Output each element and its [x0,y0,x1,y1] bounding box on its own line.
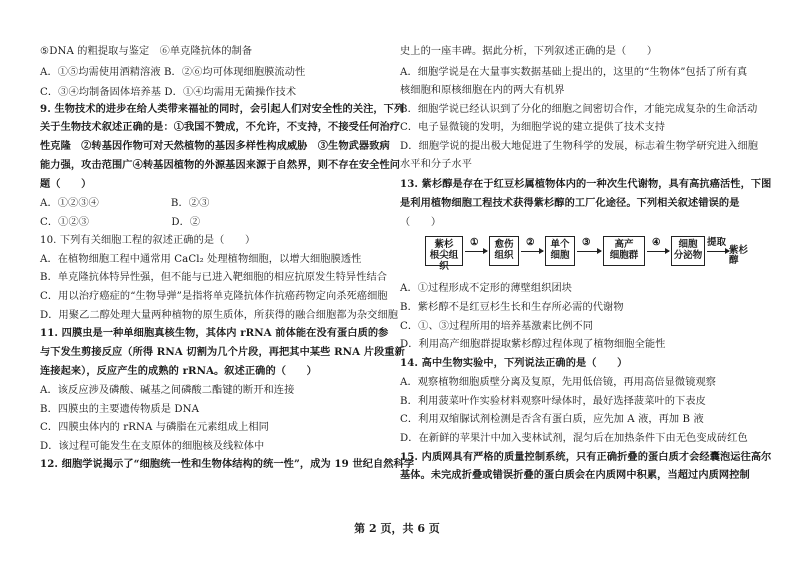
left-line: 连接起来），反应产生的成熟的 rRNA。叙述正确的（ ） [40,365,317,377]
right-line: 水平和分子水平 [400,159,473,170]
left-line: 12. 细胞学说揭示了“细胞统一性和生物体结构的统一性”，成为 19 世纪自然科学 [40,458,415,470]
left-line: A．在植物细胞工程中通常用 CaCl₂ 处理植物细胞，以增大细胞膜透性 [40,254,362,265]
left-line: A．①②③④ B．②③ [40,198,210,209]
flow-box-callus [489,236,519,266]
flow-box-text: 分泌物 [673,250,703,261]
right-line: 基体。未完成折叠或错误折叠的蛋白质会在内质网中积累，当超过内质网控制 [400,469,750,481]
left-line: C．①②③ D．② [40,217,201,228]
right-line: C．电子显微镜的发明，为细胞学说的建立提供了技术支持 [400,122,666,133]
left-line: 性克隆 ②转基因作物可对天然植物的基因多样性构成威胁 ③生物武器致病 [40,140,390,152]
flow-box-root-tissue [425,236,463,272]
right-line: 15. 内质网具有严格的质量控制系统，只有正确折叠的蛋白质才会经囊泡运往高尔 [400,451,772,463]
right-line: A．细胞学说是在大量事实数据基础上提出的，这里的“生物体”包括了所有真 [400,67,748,78]
taxol-flowchart [425,230,755,270]
flow-box-text: 细胞 [550,250,570,261]
flow-box-text: 单个 [550,239,570,250]
flow-box-single-cell [545,236,575,266]
right-line: C．利用双缩脲试剂检测是否含有蛋白质，应先加 A 液，再加 B 液 [400,414,704,425]
right-line: A．观察植物细胞质壁分离及复原，先用低倍镜，再用高倍显微镜观察 [400,377,717,388]
left-line: D．用聚乙二醇处理大量两种植物的原生质体，所获得的融合细胞都为杂交细胞 [40,310,399,321]
left-line: 关于生物技术叙述正确的是：①我国不赞成，不允许，不支持，不接受任何治疗 [40,121,401,133]
left-line: 能力强，攻击范围广④转基因植物的外源基因来源于自然界，则不存在安全性问 [40,159,401,171]
page-footer: 第 2 页，共 6 页 [354,522,440,535]
flow-box-text: 组织 [494,250,514,261]
right-line: 14. 高中生物实验中，下列说法正确的是（ ） [400,357,628,369]
flow-box-text: 高产 [614,239,634,250]
left-line: 10. 下列有关细胞工程的叙述正确的是（ ） [40,235,256,246]
left-line: D．该过程可能发生在支原体的细胞核及线粒体中 [40,441,265,452]
right-line: B．利用菠菜叶作实验材料观察叶绿体时，最好选择菠菜叶的下表皮 [400,396,706,407]
left-line: B．单克隆抗体特异性强，但不能与已进入靶细胞的相应抗原发生特异性结合 [40,272,388,283]
right-line: A．①过程形成不定形的薄壁组织团块 [400,283,573,294]
flow-box-text: 细胞 [678,239,698,250]
right-line: D．细胞学说的提出极大地促进了生物科学的发展，标志着生物学研究进入细胞 [400,141,759,152]
flow-arrow-4 [647,251,669,252]
right-line: 史上的一座丰碑。据此分析，下列叙述正确的是（ ） [400,46,658,57]
flow-arrow-extract [707,251,729,252]
flow-arrow-label-2: ② [526,237,535,248]
flow-product-label: 紫杉醇 [729,245,749,266]
flow-box-text: 愈伤 [494,239,514,250]
left-line: A．①⑤均需使用酒精溶液 B．②⑥均可体现细胞膜流动性 [40,67,306,78]
flow-box-high-yield [603,236,645,266]
right-line: （ ） [400,217,442,228]
left-line: C．③④均制备固体培养基 D．①④均需用无菌操作技术 [40,87,297,98]
left-line: B．四膜虫的主要遗传物质是 DNA [40,404,200,415]
left-line: 9. 生物技术的进步在给人类带来福祉的同时，会引起人们对安全性的关注，下列 [40,103,405,115]
flow-box-text: 细胞群 [609,250,639,261]
right-line: B．细胞学说已经认识到了分化的细胞之间密切合作，才能完成复杂的生命活动 [400,104,758,115]
right-line: D．利用高产细胞群提取紫杉醇过程体现了植物细胞全能性 [400,339,666,350]
right-line: C．①、③过程所用的培养基激素比例不同 [400,321,594,332]
flow-arrow-label-1: ① [470,237,479,248]
flow-arrow-label-3: ③ [582,237,591,248]
left-line: ⑤DNA 的粗提取与鉴定 ⑥单克隆抗体的制备 [40,46,253,57]
flow-box-text: 紫杉 [434,239,454,250]
flow-arrow-3 [577,251,601,252]
left-line: A．该反应涉及磷酸、碱基之间磷酸二酯键的断开和连接 [40,385,295,396]
right-line: D．在新鲜的苹果汁中加入斐林试剂，混匀后在加热条件下由无色变成砖红色 [400,433,748,444]
flow-arrow-label-4: ④ [652,237,661,248]
flow-arrow-2 [521,251,543,252]
left-line: C．四膜虫体内的 rRNA 与磷脂在元素组成上相同 [40,422,269,433]
flow-extract-label: 提取 [707,237,727,248]
flow-arrow-1 [465,251,487,252]
left-line: C．用以治疗癌症的“生物导弹”是指将单克隆抗体作抗癌药物定向杀死癌细胞 [40,291,388,302]
right-line: B．紫杉醇不是红豆杉生长和生存所必需的代谢物 [400,302,624,313]
flow-box-text: 根尖组织 [429,250,459,272]
right-line: 13. 紫杉醇是存在于红豆杉属植物体内的一种次生代谢物，具有高抗癌活性，下图 [400,178,772,190]
left-line: 11. 四膜虫是一种单细胞真核生物，其体内 rRNA 前体能在没有蛋白质的参 [40,327,389,339]
right-line: 核细胞和原核细胞在内的两大有机界 [400,85,565,96]
left-line: 题（ ） [40,178,92,190]
right-line: 是利用植物细胞工程技术获得紫杉醇的工厂化途径。下列相关叙述错误的是 [400,197,740,209]
left-line: 与下发生剪接反应（所得 RNA 切割为几个片段，再把其中某些 RNA 片段重新 [40,346,405,358]
flow-box-secretion [671,236,705,266]
